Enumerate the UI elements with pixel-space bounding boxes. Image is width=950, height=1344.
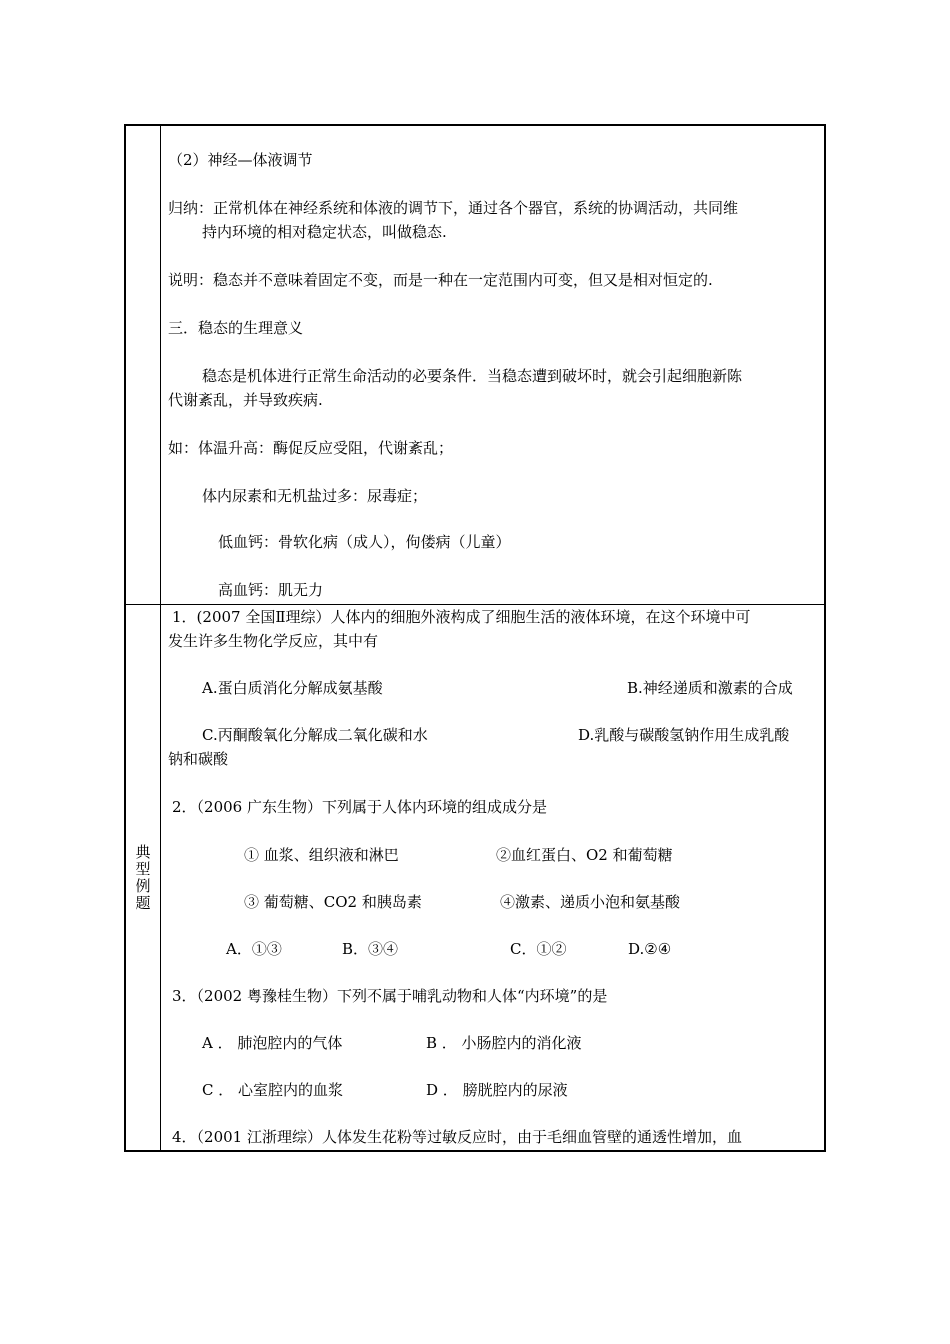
question-1-option-a: A.蛋白质消化分解成氨基酸 [202,679,383,697]
example-4: 高血钙：肌无力 [218,581,324,599]
question-1-option-d-cont: 钠和碳酸 [168,750,229,768]
question-4-line-1: 4．（2001 江浙理综）人体发生花粉等过敏反应时，由于毛细血管壁的通透性增加，血 [172,1128,742,1146]
question-1-line-1: 1．(2007 全国Ⅱ理综）人体内的细胞外液构成了细胞生活的液体环境，在这个环境中可 [172,608,751,626]
question-2-option-c: C．①② [510,940,567,958]
question-2-item-2: ②血红蛋白、O2 和葡萄糖 [496,846,673,864]
question-1-line-2: 发生许多生物化学反应，其中有 [168,632,379,650]
question-3-stem: 3．（2002 粤豫桂生物）下列不属于哺乳动物和人体“内环境”的是 [172,987,608,1005]
question-3-option-d: D ． 膀胱腔内的尿液 [426,1081,568,1099]
example-3: 低血钙：骨软化病（成人），佝偻病（儿童） [218,533,511,551]
section3-title: 三．稳态的生理意义 [168,319,304,337]
summary-line-1: 归纳：正常机体在神经系统和体液的调节下，通过各个器官，系统的协调活动，共同维 [168,199,739,217]
question-2-stem: 2．（2006 广东生物）下列属于人体内环境的组成成分是 [172,798,547,816]
question-2-option-a: A．①③ [226,940,282,958]
question-3-option-b: B ． 小肠腔内的消化液 [426,1034,582,1052]
question-1-option-d: D.乳酸与碳酸氢钠作用生成乳酸 [578,726,790,744]
summary-line-2: 持内环境的相对稳定状态，叫做稳态. [202,223,447,241]
meaning-line-1: 稳态是机体进行正常生命活动的必要条件．当稳态遭到破坏时，就会引起细胞新陈 [202,367,743,385]
question-2-option-b: B．③④ [342,940,399,958]
question-2-item-1: ① 血浆、组织液和淋巴 [244,846,399,864]
question-2-item-4: ④激素、递质小泡和氨基酸 [500,893,681,911]
question-2-option-d: D.②④ [628,940,672,958]
meaning-line-2: 代谢紊乱，并导致疾病. [168,391,323,409]
question-1-option-c: C.丙酮酸氧化分解成二氧化碳和水 [202,726,428,744]
heading-neural-humoral: （2）神经—体液调节 [168,151,313,169]
question-1-option-b: B.神经递质和激素的合成 [627,679,793,697]
section-label-cell [126,605,160,1150]
column-divider [160,126,161,1150]
question-3-option-a: A ． 肺泡腔内的气体 [202,1034,343,1052]
question-3-option-c: C ． 心室腔内的血浆 [202,1081,344,1099]
section-label: 典型例题 [133,843,152,912]
question-2-item-3: ③ 葡萄糖、CO2 和胰岛素 [244,893,422,911]
row-divider [126,604,824,605]
note-text: 说明：稳态并不意味着固定不变，而是一种在一定范围内可变，但又是相对恒定的. [168,271,713,289]
example-2: 体内尿素和无机盐过多：尿毒症； [202,487,428,505]
example-1: 如：体温升高：酶促反应受阻，代谢紊乱； [168,439,454,457]
